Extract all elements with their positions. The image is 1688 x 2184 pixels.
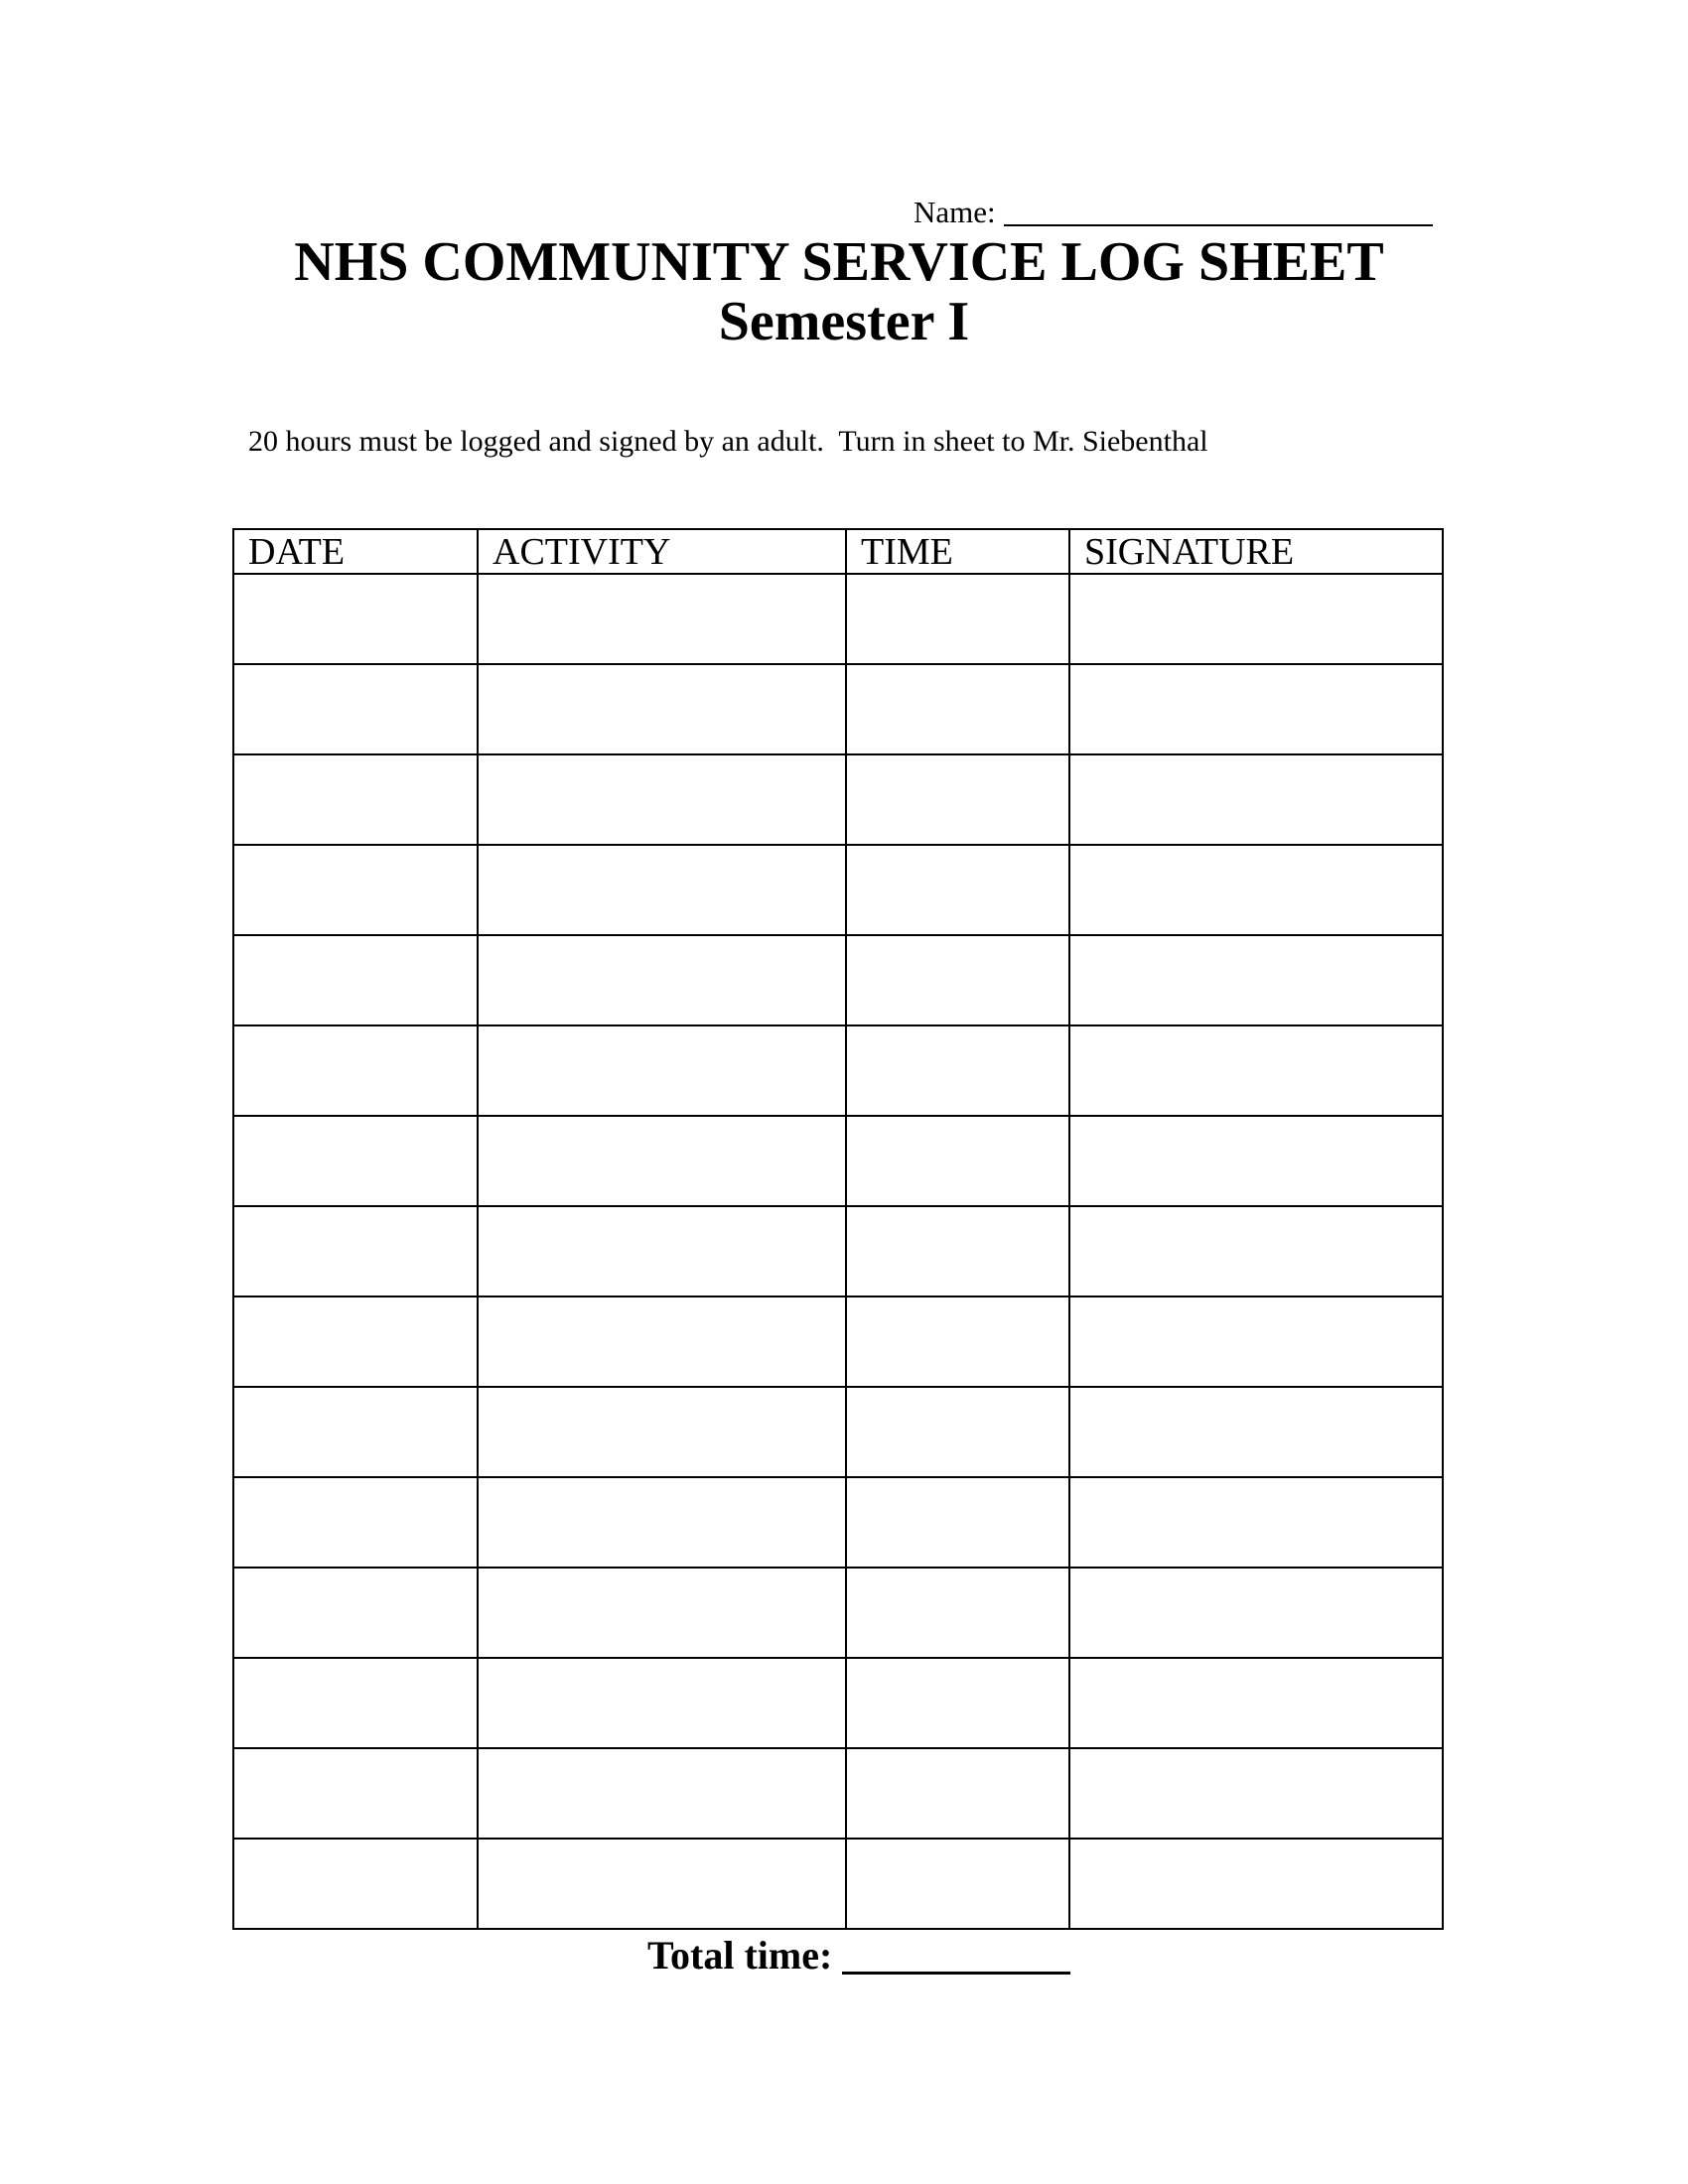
cell-time[interactable] xyxy=(846,1568,1069,1658)
table-row xyxy=(233,754,1443,845)
service-log-table xyxy=(232,528,1444,1930)
cell-signature[interactable] xyxy=(1069,1025,1443,1116)
cell-date[interactable] xyxy=(233,664,478,754)
cell-activity[interactable] xyxy=(478,664,846,754)
table-row xyxy=(233,1025,1443,1116)
table-row xyxy=(233,1387,1443,1477)
cell-date[interactable] xyxy=(233,1025,478,1116)
cell-activity[interactable] xyxy=(478,1658,846,1748)
cell-signature[interactable] xyxy=(1069,845,1443,935)
cell-time[interactable] xyxy=(846,845,1069,935)
table-row xyxy=(233,1477,1443,1568)
cell-time[interactable] xyxy=(846,1025,1069,1116)
cell-signature[interactable] xyxy=(1069,935,1443,1025)
total-time-row xyxy=(647,1932,1070,1979)
cell-date[interactable] xyxy=(233,574,478,664)
cell-signature[interactable] xyxy=(1069,754,1443,845)
cell-date[interactable] xyxy=(233,1748,478,1839)
table-row xyxy=(233,1748,1443,1839)
cell-signature[interactable] xyxy=(1069,1387,1443,1477)
cell-time[interactable] xyxy=(846,1477,1069,1568)
cell-activity[interactable] xyxy=(478,1568,846,1658)
cell-signature[interactable] xyxy=(1069,1748,1443,1839)
cell-time[interactable] xyxy=(846,1206,1069,1297)
column-header-date: DATE xyxy=(233,529,478,574)
page-title xyxy=(0,230,1688,353)
cell-signature[interactable] xyxy=(1069,1297,1443,1387)
cell-time[interactable] xyxy=(846,574,1069,664)
name-field-row xyxy=(914,195,1433,230)
total-time-label: Total time: xyxy=(647,1933,833,1978)
cell-time[interactable] xyxy=(846,1839,1069,1929)
cell-time[interactable] xyxy=(846,1116,1069,1206)
cell-date[interactable] xyxy=(233,845,478,935)
instruction-text: 20 hours must be logged and signed by an adult. Turn in sheet to Mr. Siebenthal xyxy=(248,425,1208,458)
cell-date[interactable] xyxy=(233,1297,478,1387)
cell-activity[interactable] xyxy=(478,754,846,845)
name-label: Name: xyxy=(914,195,996,229)
table-header-row xyxy=(233,529,1443,574)
cell-date[interactable] xyxy=(233,935,478,1025)
cell-signature[interactable] xyxy=(1069,1116,1443,1206)
table-row xyxy=(233,935,1443,1025)
cell-date[interactable] xyxy=(233,1116,478,1206)
cell-activity[interactable] xyxy=(478,845,846,935)
cell-signature[interactable] xyxy=(1069,574,1443,664)
name-blank-line[interactable] xyxy=(1004,195,1433,226)
cell-date[interactable] xyxy=(233,1568,478,1658)
cell-activity[interactable] xyxy=(478,1748,846,1839)
table-row xyxy=(233,845,1443,935)
cell-activity[interactable] xyxy=(478,935,846,1025)
cell-activity[interactable] xyxy=(478,574,846,664)
table-row xyxy=(233,1206,1443,1297)
table-row xyxy=(233,1297,1443,1387)
cell-signature[interactable] xyxy=(1069,1206,1443,1297)
cell-activity[interactable] xyxy=(478,1387,846,1477)
cell-time[interactable] xyxy=(846,1297,1069,1387)
column-header-time: TIME xyxy=(846,529,1069,574)
cell-time[interactable] xyxy=(846,754,1069,845)
table-row xyxy=(233,574,1443,664)
cell-activity[interactable] xyxy=(478,1116,846,1206)
cell-activity[interactable] xyxy=(478,1025,846,1116)
cell-signature[interactable] xyxy=(1069,1658,1443,1748)
cell-date[interactable] xyxy=(233,1839,478,1929)
cell-time[interactable] xyxy=(846,1748,1069,1839)
cell-activity[interactable] xyxy=(478,1477,846,1568)
cell-signature[interactable] xyxy=(1069,664,1443,754)
cell-time[interactable] xyxy=(846,1387,1069,1477)
cell-time[interactable] xyxy=(846,664,1069,754)
cell-date[interactable] xyxy=(233,1387,478,1477)
cell-time[interactable] xyxy=(846,935,1069,1025)
total-time-blank-line[interactable] xyxy=(842,1936,1070,1975)
cell-signature[interactable] xyxy=(1069,1568,1443,1658)
table-row xyxy=(233,1116,1443,1206)
table-row xyxy=(233,1568,1443,1658)
column-header-activity: ACTIVITY xyxy=(478,529,846,574)
cell-date[interactable] xyxy=(233,1658,478,1748)
title-line-2: Semester I xyxy=(718,291,970,352)
cell-date[interactable] xyxy=(233,1477,478,1568)
cell-time[interactable] xyxy=(846,1658,1069,1748)
cell-activity[interactable] xyxy=(478,1297,846,1387)
cell-activity[interactable] xyxy=(478,1839,846,1929)
table-row xyxy=(233,664,1443,754)
cell-activity[interactable] xyxy=(478,1206,846,1297)
table-row xyxy=(233,1658,1443,1748)
cell-signature[interactable] xyxy=(1069,1839,1443,1929)
title-line-1: NHS COMMUNITY SERVICE LOG SHEET xyxy=(294,231,1384,293)
table-body xyxy=(233,574,1443,1929)
column-header-signature: SIGNATURE xyxy=(1069,529,1443,574)
cell-signature[interactable] xyxy=(1069,1477,1443,1568)
table-row xyxy=(233,1839,1443,1929)
cell-date[interactable] xyxy=(233,754,478,845)
cell-date[interactable] xyxy=(233,1206,478,1297)
